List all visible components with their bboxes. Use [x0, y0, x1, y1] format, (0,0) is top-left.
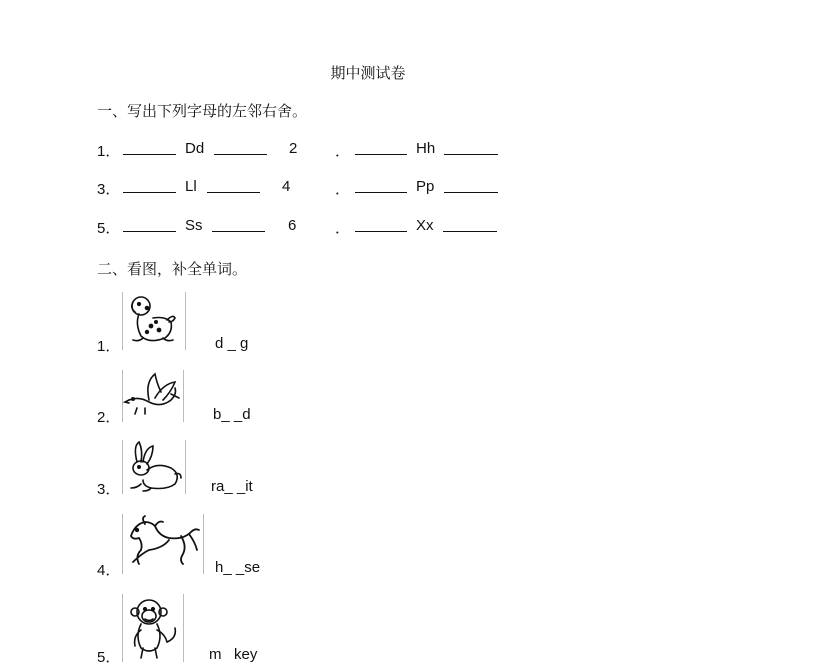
letter-pair: Dd	[185, 140, 205, 157]
page-title: 期中测试卷	[330, 64, 406, 82]
section1-heading: 一、写出下列字母的左邻右舍。	[97, 102, 308, 120]
answer-blank	[207, 178, 260, 193]
item-number: 2．	[97, 409, 121, 426]
answer-blank	[123, 178, 176, 193]
answer-blank	[444, 140, 498, 155]
dot: ．	[335, 181, 351, 198]
answer-blank	[212, 217, 265, 232]
answer-blank	[355, 140, 407, 155]
monkey-icon	[122, 594, 184, 662]
letter-pair: Pp	[416, 178, 435, 195]
incomplete-word: m key	[209, 646, 258, 663]
bird-icon	[122, 370, 184, 422]
answer-blank	[355, 217, 407, 232]
item-number: 3．	[97, 481, 121, 498]
item-number: 1．	[97, 143, 121, 160]
item-number: 3．	[97, 181, 121, 198]
answer-blank	[123, 140, 176, 155]
item-number: 6	[288, 217, 297, 234]
letter-pair: Hh	[416, 140, 436, 157]
item-number: 5．	[97, 649, 121, 666]
letter-pair: Ll	[185, 178, 197, 195]
answer-blank	[355, 178, 407, 193]
item-number: 5．	[97, 220, 121, 237]
horse-icon	[122, 514, 204, 574]
section2-heading: 二、看图，补全单词。	[97, 260, 248, 278]
answer-blank	[214, 140, 267, 155]
item-number: 4．	[97, 562, 121, 579]
incomplete-word: h_ _se	[215, 559, 261, 576]
answer-blank	[123, 217, 176, 232]
item-number: 4	[282, 178, 291, 195]
dog-icon	[122, 292, 186, 350]
answer-blank	[444, 178, 498, 193]
dot: ．	[335, 220, 351, 237]
letter-pair: Ss	[185, 217, 203, 234]
item-number: 1．	[97, 338, 121, 355]
incomplete-word: d _ g	[215, 335, 249, 352]
incomplete-word: ra_ _it	[211, 478, 253, 495]
answer-blank	[443, 217, 497, 232]
item-number: 2	[289, 140, 298, 157]
dot: ．	[335, 143, 351, 160]
incomplete-word: b_ _d	[213, 406, 251, 423]
rabbit-icon	[122, 440, 186, 494]
letter-pair: Xx	[416, 217, 434, 234]
